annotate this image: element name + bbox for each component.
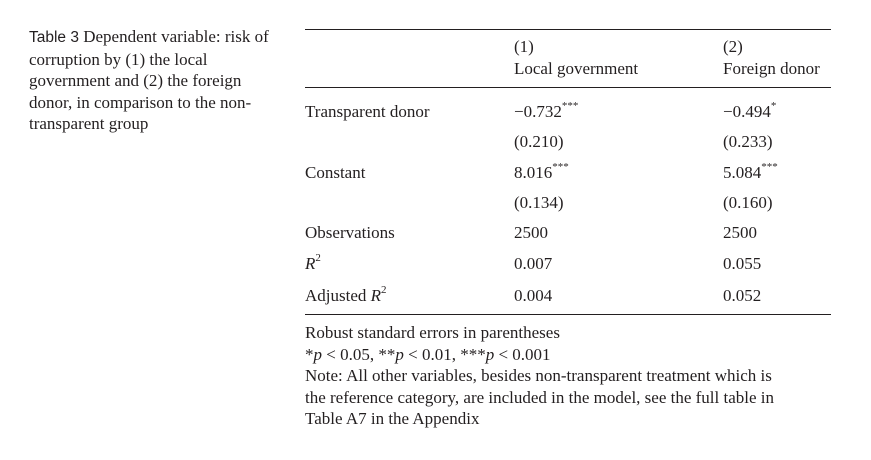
coef-constant-local: 8.016*** [514,161,569,182]
row-label-constant: Constant [305,163,366,182]
table-header-rule [305,87,831,88]
notes-line-3: Table A7 in the Appendix [305,409,480,428]
column-1-name: Local government [514,59,639,78]
column-2-number: (2) [723,37,743,56]
notes-line-2: the reference category, are included in the model, see the full table in [305,387,775,407]
r-squared-local: 0.007 [514,254,553,273]
notes-standard-errors: Robust standard errors in parentheses [305,323,560,342]
coef-transparent-donor-foreign: −0.494* [723,100,777,121]
table-top-rule [305,29,831,30]
row-label-observations: Observations [305,223,395,242]
r-squared-foreign: 0.055 [723,254,762,273]
table-caption [29,26,284,135]
row-label-transparent-donor: Transparent donor [305,102,430,121]
notes-line-1: Note: All other variables, besides non-transparent treatment which is [305,366,772,385]
se-constant-local: (0.134) [514,193,564,212]
table-label: Table 3 [29,29,79,46]
significance-stars: *** [552,161,569,174]
significance-stars: *** [561,100,579,113]
row-label-r-squared: $R^2$ [305,252,321,273]
adjusted-r-squared-local: 0.004 [514,286,553,305]
observations-local: 2500 [514,223,548,242]
notes-significance-levels: *p < 0.05, **p < 0.01, ***p < 0.001 [305,344,551,364]
significance-stars: * [770,100,777,113]
table-caption-text: Dependent variable: risk of corruption by (1) the local government and (2) the foreign donor, in comparison to the non-transparent group [29,27,269,133]
row-label-adjusted-r-squared: Adjusted $R^2$ [305,284,387,305]
regression-table [305,0,831,460]
coef-transparent-donor-local: −0.732*** [514,100,579,121]
se-transparent-donor-foreign: (0.233) [723,132,773,151]
significance-stars: *** [761,161,778,174]
table-bottom-rule [305,314,831,315]
coef-constant-foreign: 5.084*** [723,161,778,182]
column-1-number: (1) [514,37,534,56]
column-2-name: Foreign donor [723,59,820,78]
se-transparent-donor-local: (0.210) [514,132,564,151]
table-notes [305,322,835,430]
adjusted-r-squared-foreign: 0.052 [723,286,762,305]
observations-foreign: 2500 [723,223,757,242]
se-constant-foreign: (0.160) [723,193,773,212]
